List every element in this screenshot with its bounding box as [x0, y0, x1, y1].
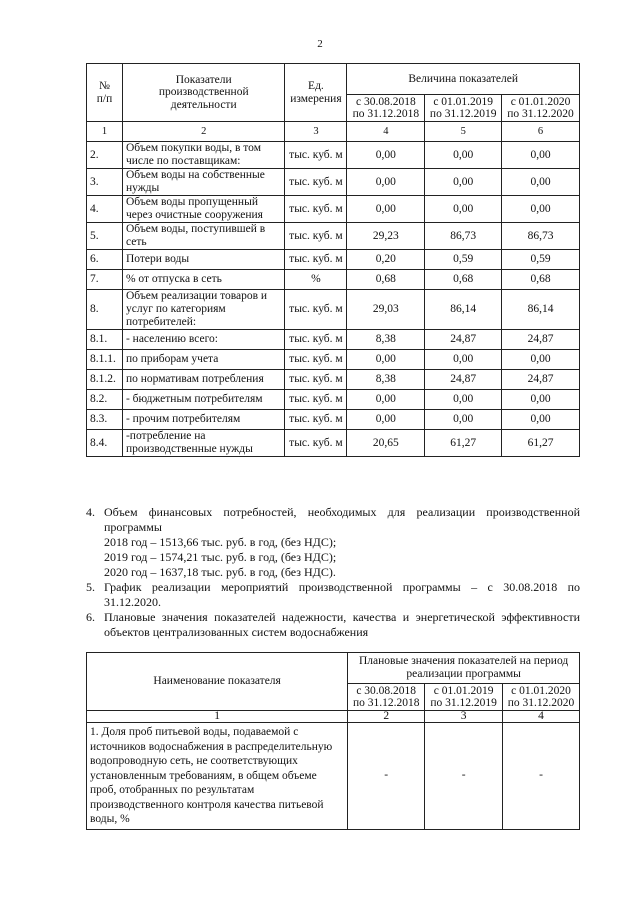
row-unit: тыс. куб. м [285, 223, 347, 250]
header-unit: Ед. измерения [285, 64, 347, 122]
row-value-3: 0,59 [502, 250, 580, 270]
row-unit: тыс. куб. м [285, 390, 347, 410]
row-unit: тыс. куб. м [285, 250, 347, 270]
header-period-2: с 01.01.2019 по 31.12.2019 [425, 684, 503, 711]
planned-values-table [86, 652, 580, 830]
col-number: 6 [502, 122, 580, 142]
row-name: 1. Доля проб питьевой воды, подаваемой с источников водоснабжения в распределительную водопроводную сеть, не соответствующих установленным требованиям, в общем объеме проб, отобранных по результатам производственного контроля качества питьевой воды, % [87, 723, 348, 830]
row-name: Потери воды [122, 250, 284, 270]
row-num: 8.1.1. [87, 350, 123, 370]
table-row [87, 250, 580, 270]
row-num: 6. [87, 250, 123, 270]
row-unit: тыс. куб. м [285, 196, 347, 223]
row-num: 4. [87, 196, 123, 223]
header-num: № п/п [87, 64, 123, 122]
row-value-1: 0,00 [347, 142, 425, 169]
row-num: 8.2. [87, 390, 123, 410]
table-row [87, 290, 580, 330]
production-indicators-table [86, 63, 580, 457]
row-value-2: 0,00 [425, 142, 502, 169]
row-value-3: - [503, 723, 580, 830]
header-period-3: с 01.01.2020 по 31.12.2020 [503, 684, 580, 711]
table-row [87, 723, 580, 830]
row-value-2: - [425, 723, 503, 830]
budget-line: 2020 год – 1637,18 тыс. руб. в год, (без НДС). [104, 565, 336, 579]
row-name: Объем реализации товаров и услуг по категориям потребителей: [122, 290, 284, 330]
row-value-2: 0,59 [425, 250, 502, 270]
row-unit: тыс. куб. м [285, 169, 347, 196]
col-number: 1 [87, 122, 123, 142]
table-row [87, 169, 580, 196]
row-value-3: 86,14 [502, 290, 580, 330]
col-number: 4 [503, 711, 580, 723]
row-value-3: 0,68 [502, 270, 580, 290]
row-name: -потребление на производственные нужды [122, 430, 284, 457]
header-indicator: Показатели производственной деятельности [122, 64, 284, 122]
row-value-2: 0,00 [425, 169, 502, 196]
col-number: 3 [425, 711, 503, 723]
row-num: 7. [87, 270, 123, 290]
row-unit: тыс. куб. м [285, 330, 347, 350]
header-period-2: с 01.01.2019 по 31.12.2019 [425, 95, 502, 122]
header-period-3: с 01.01.2020 по 31.12.2020 [502, 95, 580, 122]
row-value-1: 0,00 [347, 390, 425, 410]
table-row [87, 350, 580, 370]
col-number: 2 [122, 122, 284, 142]
table-row [87, 196, 580, 223]
col-number: 1 [87, 711, 348, 723]
page-number: 2 [317, 38, 323, 50]
row-value-1: 0,00 [347, 196, 425, 223]
row-num: 8.1.2. [87, 370, 123, 390]
header-period-1: с 30.08.2018 по 31.12.2018 [348, 684, 425, 711]
row-num: 8.4. [87, 430, 123, 457]
section-text: График реализации мероприятий производственной программы – с 30.08.2018 по 31.12.2020. [104, 580, 580, 609]
table-row [87, 270, 580, 290]
row-value-3: 0,00 [502, 196, 580, 223]
row-value-2: 86,73 [425, 223, 502, 250]
row-value-2: 24,87 [425, 330, 502, 350]
header-group: Плановые значения показателей на период реализации программы [348, 653, 580, 684]
row-value-1: 20,65 [347, 430, 425, 457]
row-value-1: 0,68 [347, 270, 425, 290]
row-unit: тыс. куб. м [285, 142, 347, 169]
col-number: 4 [347, 122, 425, 142]
section-number: 6. [86, 610, 95, 624]
section-text: Плановые значения показателей надежности, качества и энергетической эффективности объектов централизованных систем водоснабжения [104, 610, 580, 639]
row-value-3: 0,00 [502, 410, 580, 430]
row-num: 8.1. [87, 330, 123, 350]
row-name: Объем воды на собственные нужды [122, 169, 284, 196]
row-value-3: 0,00 [502, 142, 580, 169]
row-value-2: 0,00 [425, 390, 502, 410]
header-period-1: с 30.08.2018 по 31.12.2018 [347, 95, 425, 122]
section-6 [86, 610, 580, 640]
row-value-1: 8,38 [347, 330, 425, 350]
row-value-2: 0,00 [425, 410, 502, 430]
row-num: 8. [87, 290, 123, 330]
table-row [87, 370, 580, 390]
row-name: - бюджетным потребителям [122, 390, 284, 410]
row-value-3: 24,87 [502, 370, 580, 390]
budget-line: 2018 год – 1513,66 тыс. руб. в год, (без НДС); [104, 535, 337, 549]
row-value-1: 0,00 [347, 350, 425, 370]
section-number: 5. [86, 580, 95, 594]
section-4 [86, 505, 580, 535]
row-value-3: 0,00 [502, 350, 580, 370]
sections-text [86, 505, 580, 640]
section-5 [86, 580, 580, 610]
row-unit: % [285, 270, 347, 290]
section-number: 4. [86, 505, 95, 519]
table-row [87, 410, 580, 430]
row-unit: тыс. куб. м [285, 350, 347, 370]
row-value-2: 24,87 [425, 370, 502, 390]
row-value-1: 0,20 [347, 250, 425, 270]
col-number: 5 [425, 122, 502, 142]
row-value-1: 0,00 [347, 410, 425, 430]
row-value-3: 24,87 [502, 330, 580, 350]
budget-line: 2019 год – 1574,21 тыс. руб. в год, (без НДС); [104, 550, 337, 564]
row-value-2: 0,00 [425, 350, 502, 370]
row-value-2: 0,68 [425, 270, 502, 290]
table-row [87, 430, 580, 457]
header-value-group: Величина показателей [347, 64, 580, 95]
row-value-2: 61,27 [425, 430, 502, 457]
row-value-1: 29,03 [347, 290, 425, 330]
row-name: - прочим потребителям [122, 410, 284, 430]
row-name: по приборам учета [122, 350, 284, 370]
row-num: 5. [87, 223, 123, 250]
row-num: 2. [87, 142, 123, 169]
row-value-3: 86,73 [502, 223, 580, 250]
row-unit: тыс. куб. м [285, 430, 347, 457]
table-row [87, 142, 580, 169]
row-num: 3. [87, 169, 123, 196]
row-value-3: 0,00 [502, 169, 580, 196]
col-number: 2 [348, 711, 425, 723]
row-name: Объем воды, поступившей в сеть [122, 223, 284, 250]
row-name: - населению всего: [122, 330, 284, 350]
row-unit: тыс. куб. м [285, 290, 347, 330]
row-unit: тыс. куб. м [285, 410, 347, 430]
row-value-3: 61,27 [502, 430, 580, 457]
col-number: 3 [285, 122, 347, 142]
header-name: Наименование показателя [87, 653, 348, 711]
row-num: 8.3. [87, 410, 123, 430]
row-name: Объем воды пропущенный через очистные сооружения [122, 196, 284, 223]
table-row [87, 390, 580, 410]
row-name: % от отпуска в сеть [122, 270, 284, 290]
row-value-2: 86,14 [425, 290, 502, 330]
row-value-3: 0,00 [502, 390, 580, 410]
row-value-2: 0,00 [425, 196, 502, 223]
row-unit: тыс. куб. м [285, 370, 347, 390]
row-value-1: 0,00 [347, 169, 425, 196]
row-value-1: 29,23 [347, 223, 425, 250]
table-row [87, 223, 580, 250]
section-text: Объем финансовых потребностей, необходимых для реализации производственной программы [104, 505, 580, 534]
row-value-1: 8,38 [347, 370, 425, 390]
row-value-1: - [348, 723, 425, 830]
row-name: Объем покупки воды, в том числе по поставщикам: [122, 142, 284, 169]
table-row [87, 330, 580, 350]
row-name: по нормативам потребления [122, 370, 284, 390]
